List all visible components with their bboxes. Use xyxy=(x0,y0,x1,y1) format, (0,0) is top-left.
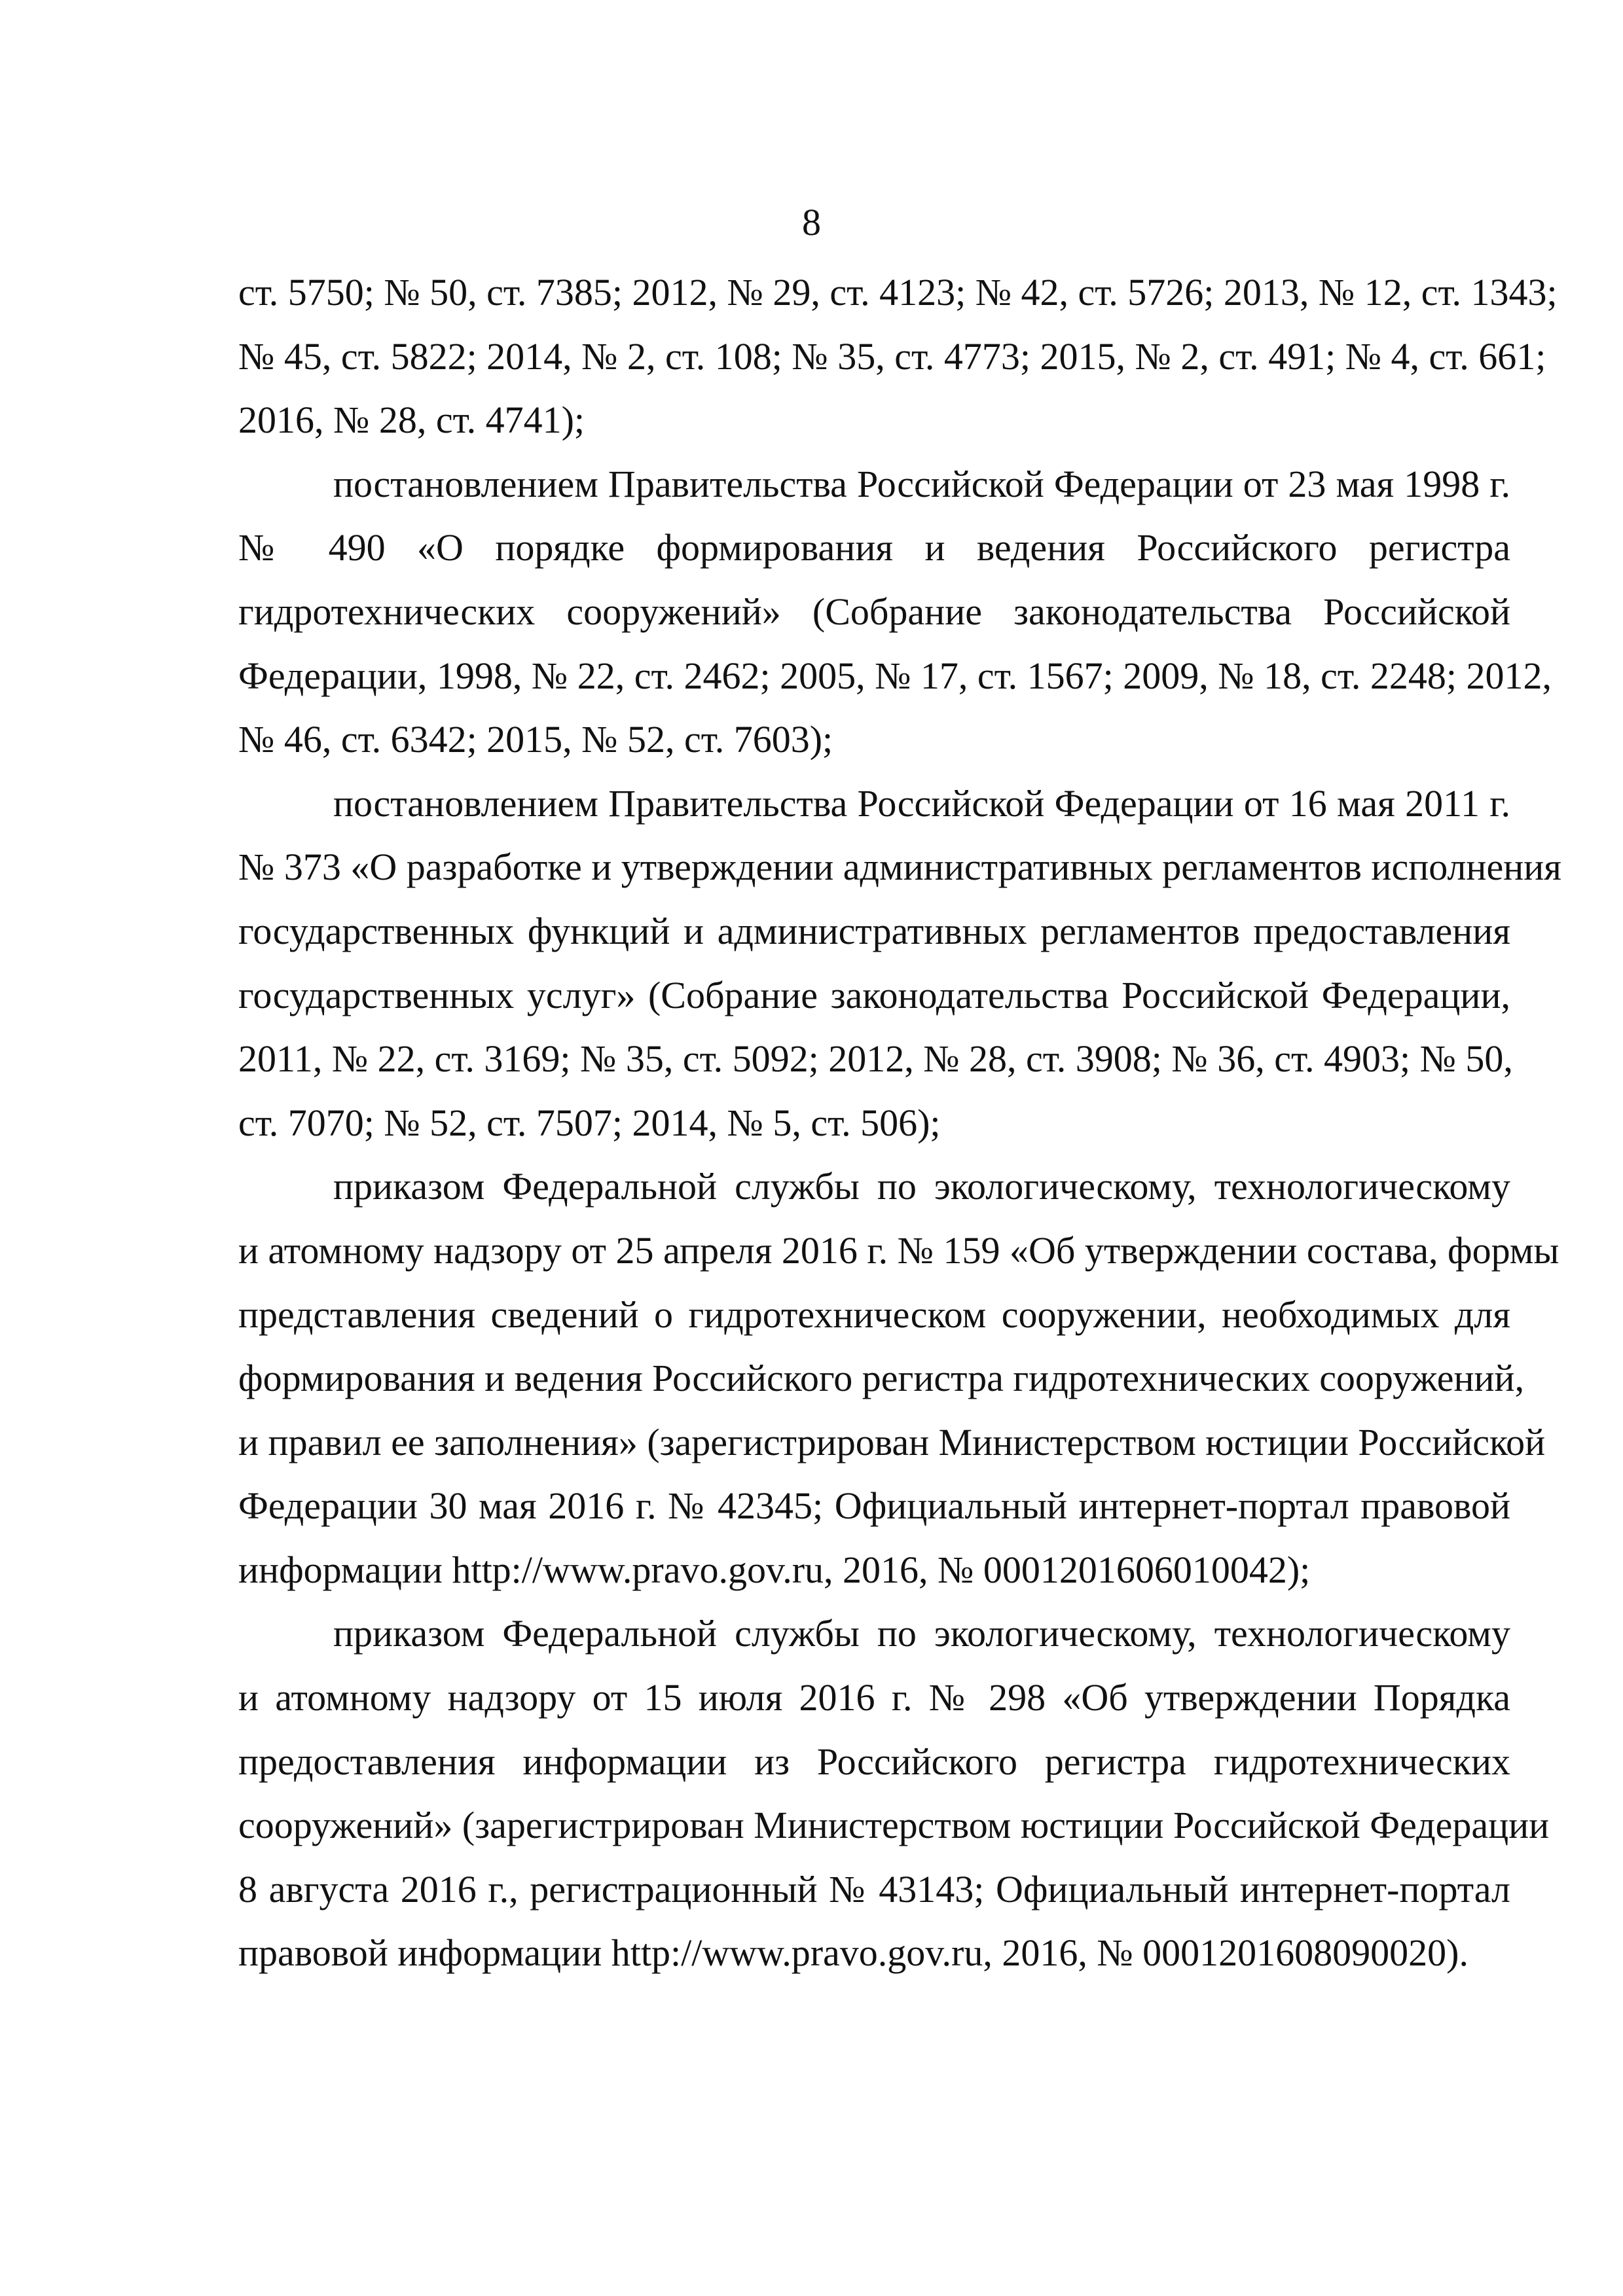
text-line: формирования и ведения Российского регистра гидротехнических сооружений, xyxy=(238,1357,1525,1400)
paragraph xyxy=(238,1155,1559,1602)
text-line: информации http://www.pravo.gov.ru, 2016, № 0001201606010042); xyxy=(238,1548,1311,1591)
text-line: представления сведений о гидротехническом сооружении, необходимых для xyxy=(238,1293,1510,1336)
text-line: Федерации 30 мая 2016 г. № 42345; Официальный интернет-портал правовой xyxy=(238,1484,1510,1528)
text-line: № 373 «О разработке и утверждении административных регламентов исполнения xyxy=(238,846,1561,889)
text-line: и атомному надзору от 15 июля 2016 г. № 298 «Об утверждении Порядка xyxy=(238,1676,1510,1719)
paragraph xyxy=(238,772,1561,1155)
paragraph xyxy=(238,1602,1550,1985)
text-line: правовой информации http://www.pravo.gov.ru, 2016, № 0001201608090020). xyxy=(238,1931,1468,1975)
text-line: № 490 «О порядке формирования и ведения Российского регистра xyxy=(238,526,1510,569)
text-line: № 46, ст. 6342; 2015, № 52, ст. 7603); xyxy=(238,718,833,761)
text-line: 8 августа 2016 г., регистрационный № 43143; Официальный интернет-портал xyxy=(238,1867,1510,1910)
text-line: 2016, № 28, ст. 4741); xyxy=(238,399,585,442)
paragraph xyxy=(238,452,1552,772)
text-line: приказом Федеральной службы по экологическому, технологическому xyxy=(333,1165,1510,1208)
text-line: и атомному надзору от 25 апреля 2016 г. № 159 «Об утверждении состава, формы xyxy=(238,1229,1559,1272)
paragraph xyxy=(238,260,1558,452)
text-line: № 45, ст. 5822; 2014, № 2, ст. 108; № 35, ст. 4773; 2015, № 2, ст. 491; № 4, ст. 661; xyxy=(238,334,1546,378)
text-line: постановлением Правительства Российской Федерации от 23 мая 1998 г. xyxy=(333,462,1510,505)
text-line: ст. 7070; № 52, ст. 7507; 2014, № 5, ст. 506); xyxy=(238,1101,941,1144)
text-line: постановлением Правительства Российской Федерации от 16 мая 2011 г. xyxy=(333,781,1510,825)
text-line: гидротехнических сооружений» (Собрание законодательства Российской xyxy=(238,590,1510,633)
text-line: государственных функций и административных регламентов предоставления xyxy=(238,909,1510,952)
text-line: 2011, № 22, ст. 3169; № 35, ст. 5092; 2012, № 28, ст. 3908; № 36, ст. 4903; № 50, xyxy=(238,1037,1513,1081)
document-body xyxy=(238,260,1561,1985)
text-line: предоставления информации из Российского регистра гидротехнических xyxy=(238,1740,1510,1783)
text-line: и правил ее заполнения» (зарегистрирован Министерством юстиции Российской xyxy=(238,1420,1546,1463)
text-line: приказом Федеральной службы по экологическому, технологическому xyxy=(333,1612,1510,1655)
text-line: ст. 5750; № 50, ст. 7385; 2012, № 29, ст. 4123; № 42, ст. 5726; 2013, № 12, ст. 1343; xyxy=(238,271,1558,314)
text-line: сооружений» (зарегистрирован Министерством юстиции Российской Федерации xyxy=(238,1804,1550,1847)
page-number: 8 xyxy=(802,201,821,243)
text-line: Федерации, 1998, № 22, ст. 2462; 2005, № 17, ст. 1567; 2009, № 18, ст. 2248; 2012, xyxy=(238,654,1552,697)
text-line: государственных услуг» (Собрание законодательства Российской Федерации, xyxy=(238,973,1510,1016)
